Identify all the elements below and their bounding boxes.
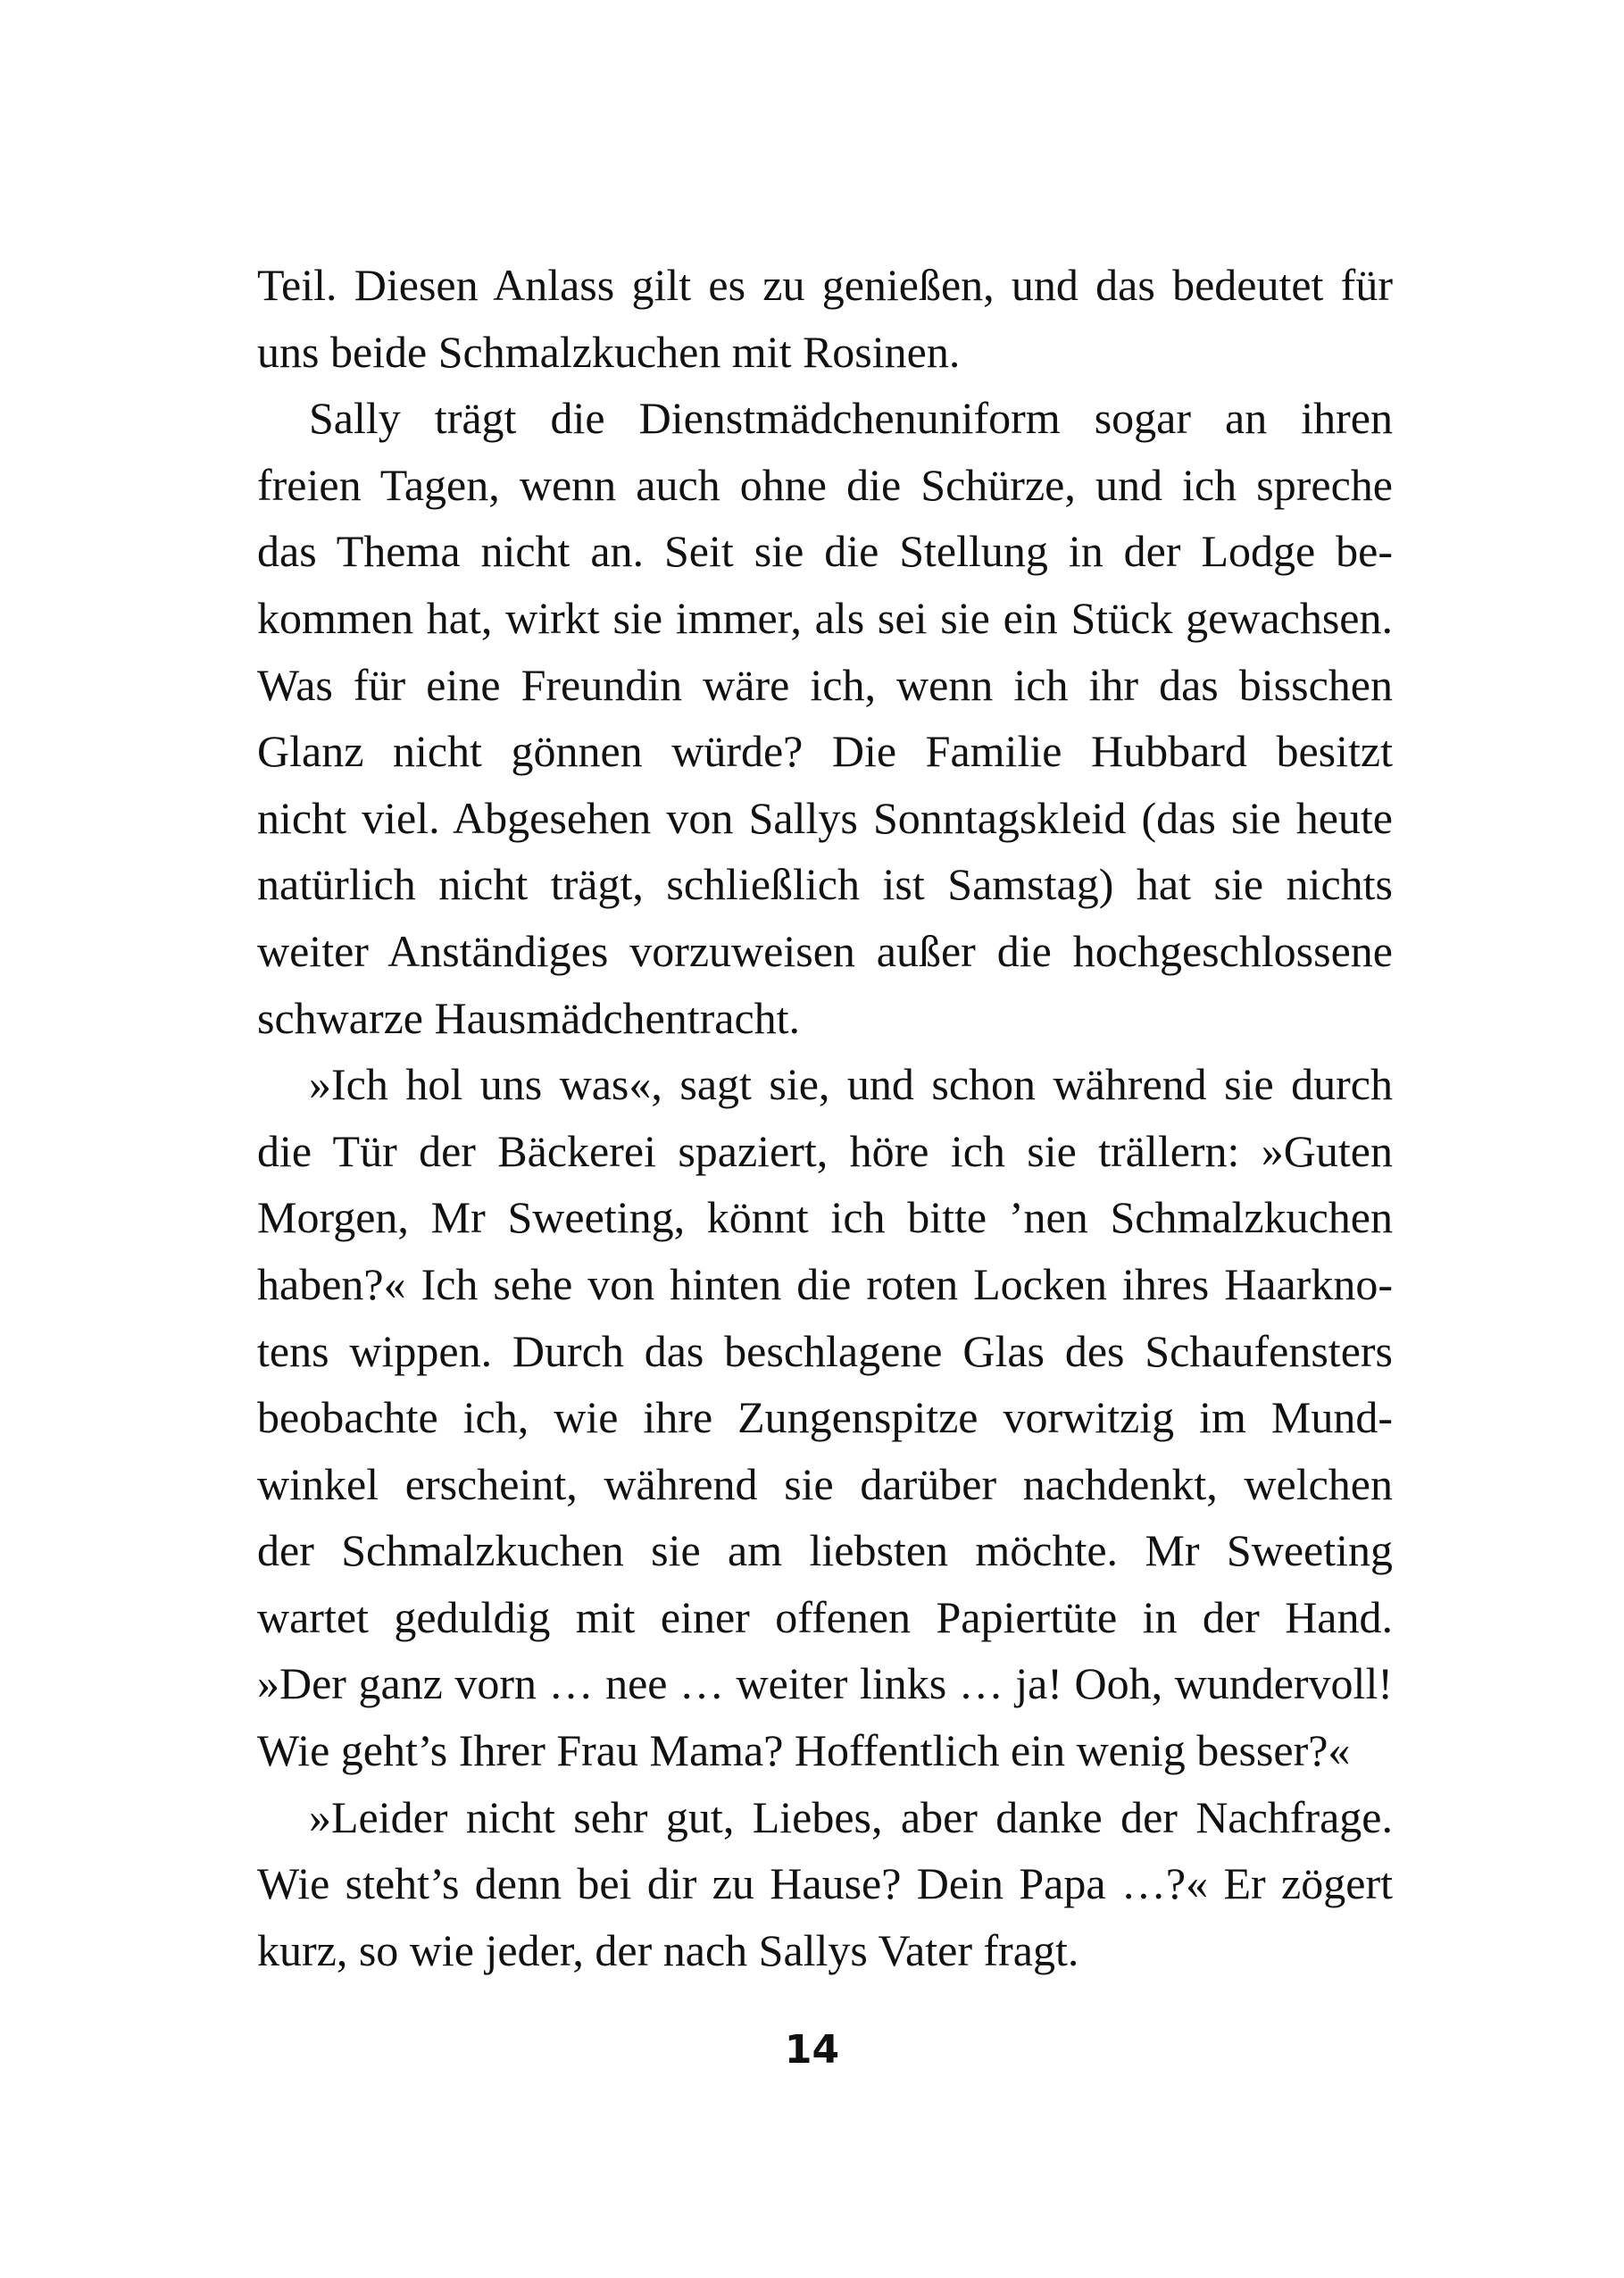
text-line: Teil. Diesen Anlass gilt es zu genießen, und das bedeutet für [257,260,1393,310]
text-line: nicht viel. Abgesehen von Sallys Sonntagskleid (das sie heute [257,792,1393,843]
text-line: der Schmalzkuchen sie am liebsten möchte. Mr Sweeting [257,1525,1393,1576]
text-line: beobachte ich, wie ihre Zungenspitze vorwitzig im Mund- [257,1392,1393,1443]
text-line: Glanz nicht gönnen würde? Die Familie Hubbard besitzt [257,726,1393,777]
text-line: die Tür der Bäckerei spaziert, höre ich sie trällern: »Guten [257,1125,1393,1176]
text-line: Morgen, Mr Sweeting, könnt ich bitte ’nen Schmalzkuchen [257,1192,1393,1243]
text-line: winkel erscheint, während sie darüber nachdenkt, welchen [257,1458,1393,1509]
text-line: natürlich nicht trägt, schließlich ist Samstag) hat sie nichts [257,859,1393,910]
body-text [257,252,1393,1983]
text-line: »Ich hol uns was«, sagt sie, und schon während sie durch [309,1059,1393,1110]
text-line: freien Tagen, wenn auch ohne die Schürze, und ich spreche [257,459,1393,510]
page-number: 14 [784,2027,840,2073]
text-line: »Leider nicht sehr gut, Liebes, aber danke der Nachfrage. [309,1791,1393,1842]
text-line: Was für eine Freundin wäre ich, wenn ich ihr das bisschen [257,659,1393,710]
text-line: weiter Anständiges vorzuweisen außer die hochgeschlossene [257,925,1393,976]
text-line: kurz, so wie jeder, der nach Sallys Vater fragt. [257,1924,1079,1975]
text-line: haben?« Ich sehe von hinten die roten Locken ihres Haarkno- [257,1258,1393,1309]
text-line: Wie steht’s denn bei dir zu Hause? Dein Papa …?« Er zögert [257,1858,1393,1909]
text-line: das Thema nicht an. Seit sie die Stellung in der Lodge be- [257,526,1393,577]
text-line: uns beide Schmalzkuchen mit Rosinen. [257,326,961,377]
text-line: Wie geht’s Ihrer Frau Mama? Hoffentlich ein wenig besser?« [257,1725,1351,1776]
text-line: Sally trägt die Dienstmädchenuniform sogar an ihren [309,393,1393,444]
text-line: schwarze Hausmädchentracht. [257,992,801,1043]
text-line: tens wippen. Durch das beschlagene Glas des Schaufensters [257,1325,1393,1376]
text-line: kommen hat, wirkt sie immer, als sei sie ein Stück gewachsen. [257,592,1393,643]
text-line: »Der ganz vorn … nee … weiter links … ja! Ooh, wundervoll! [257,1658,1393,1709]
text-line: wartet geduldig mit einer offenen Papiertüte in der Hand. [257,1591,1393,1642]
